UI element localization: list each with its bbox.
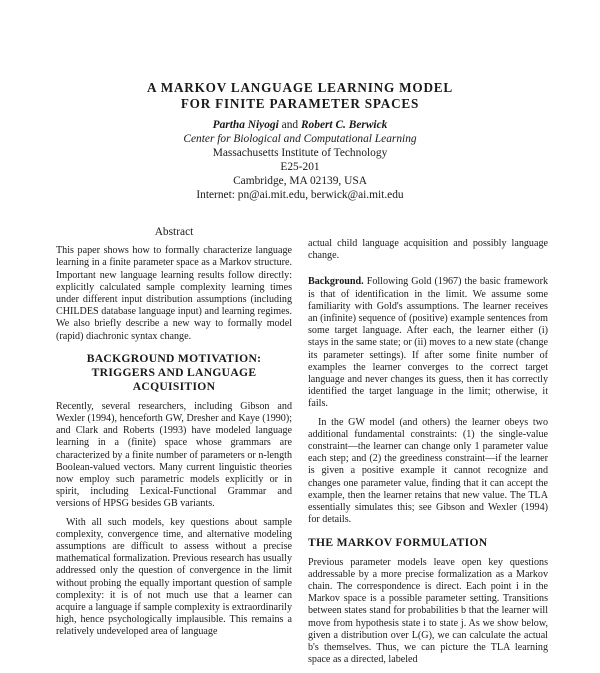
- author-affiliation: Center for Biological and Computational Learning: [183, 133, 417, 145]
- abstract-text: This paper shows how to formally characterize language learning in a finite parameter space as a Markov structure. Important new language learning results follow directly: explicitly calculated sample complexity learning times under different input distribution assumptions (including CHILDES database language input) and learning regimes. We also briefly describe a new way to formally model (rapid) diachronic syntax change.: [56, 245, 292, 342]
- left-column: [56, 226, 292, 645]
- author-city: Cambridge, MA 02139, USA: [233, 175, 367, 187]
- author-names: [0, 118, 600, 132]
- body-paragraph-continuation: actual child language acquisition and possibly language change.: [308, 238, 548, 262]
- right-column: [308, 238, 548, 673]
- body-paragraph: In the GW model (and others) the learner obeys two additional fundamental constraints: (1) the single-value constraint—the learner can change only 1 parameter value each step; and (2) the greediness constraint—if the learner is given a positive example it cannot recognize and changes one parameter value, finding that it can accept the example, then the learner retains that new value. The TLA essentially simulates this; see Gibson and Wexler (1994) for details.: [308, 416, 548, 526]
- section-heading-line-1: BACKGROUND MOTIVATION:: [86, 351, 262, 365]
- author-2: Robert C. Berwick: [300, 119, 388, 131]
- paper-title-line-2: FOR FINITE PARAMETER SPACES: [180, 96, 420, 111]
- author-room: E25-201: [280, 161, 320, 173]
- author-connector: and: [281, 119, 299, 131]
- background-text: Following Gold (1967) the basic framework is that of identification in the limit. We assume some familiarity with Gold's assumptions. The learner receives an (infinite) sequence of (positive) example sentences from some target language. After each, the learner either (i) stays in the same state; or (ii) moves to a new state (change its parameter settings). If after some finite number of examples the learner converges to the correct target language and never changes its guess, then it has correctly identified the target language in the limit; otherwise, it fails.: [308, 276, 548, 410]
- body-paragraph: Previous parameter models leave open key questions addressable by a more precise formalization as a Markov chain. The correspondence is direct. Each point i in the Markov space is a possible parameter setting. Transitions between states stand for probabilities b that the learner will move from hypothesis state i to state j. As we show below, given a distribution over L(G), we can calculate the actual b's themselves. Thus, we can picture the TLA learning space as a directed, labeled: [308, 556, 548, 666]
- run-in-heading: Background.: [308, 276, 364, 288]
- author-1: Partha Niyogi: [212, 119, 279, 131]
- section-heading-markov: THE MARKOV FORMULATION: [308, 536, 488, 550]
- background-paragraph: [308, 276, 548, 410]
- paper-title-line-1: A MARKOV LANGUAGE LEARNING MODEL: [147, 80, 453, 95]
- author-email: Internet: pn@ai.mit.edu, berwick@ai.mit.edu: [196, 189, 404, 201]
- abstract-heading: Abstract: [154, 226, 194, 238]
- section-heading-line-3: ACQUISITION: [132, 379, 216, 393]
- section-heading-line-2: TRIGGERS AND LANGUAGE: [91, 365, 257, 379]
- author-institution: Massachusetts Institute of Technology: [212, 147, 388, 159]
- body-paragraph: Recently, several researchers, including Gibson and Wexler (1994), henceforth GW, Dresher and Kaye (1990); and Clark and Roberts (1993) have modeled language learning in a (finite) space whose grammars are characterized by a finite number of parameters or n-length Boolean-valued vectors. Many current linguistic theories now employ such parametric models explicitly or in spirit, including Lexical-Functional Grammar and versions of HPSG besides GB variants.: [56, 400, 292, 510]
- body-paragraph: With all such models, key questions about sample complexity, convergence time, and alternative modeling assumptions are difficult to assess without a precise mathematical formalization. Previous research has usually addressed only the question of convergence in the limit without probing the equally important question of sample complexity: it is of not much use that a learner can acquire a language if sample complexity is extraordinarily high, hence psychologically implausible. This remains a relatively undeveloped area of language: [56, 516, 292, 638]
- section-heading-background: [56, 352, 292, 394]
